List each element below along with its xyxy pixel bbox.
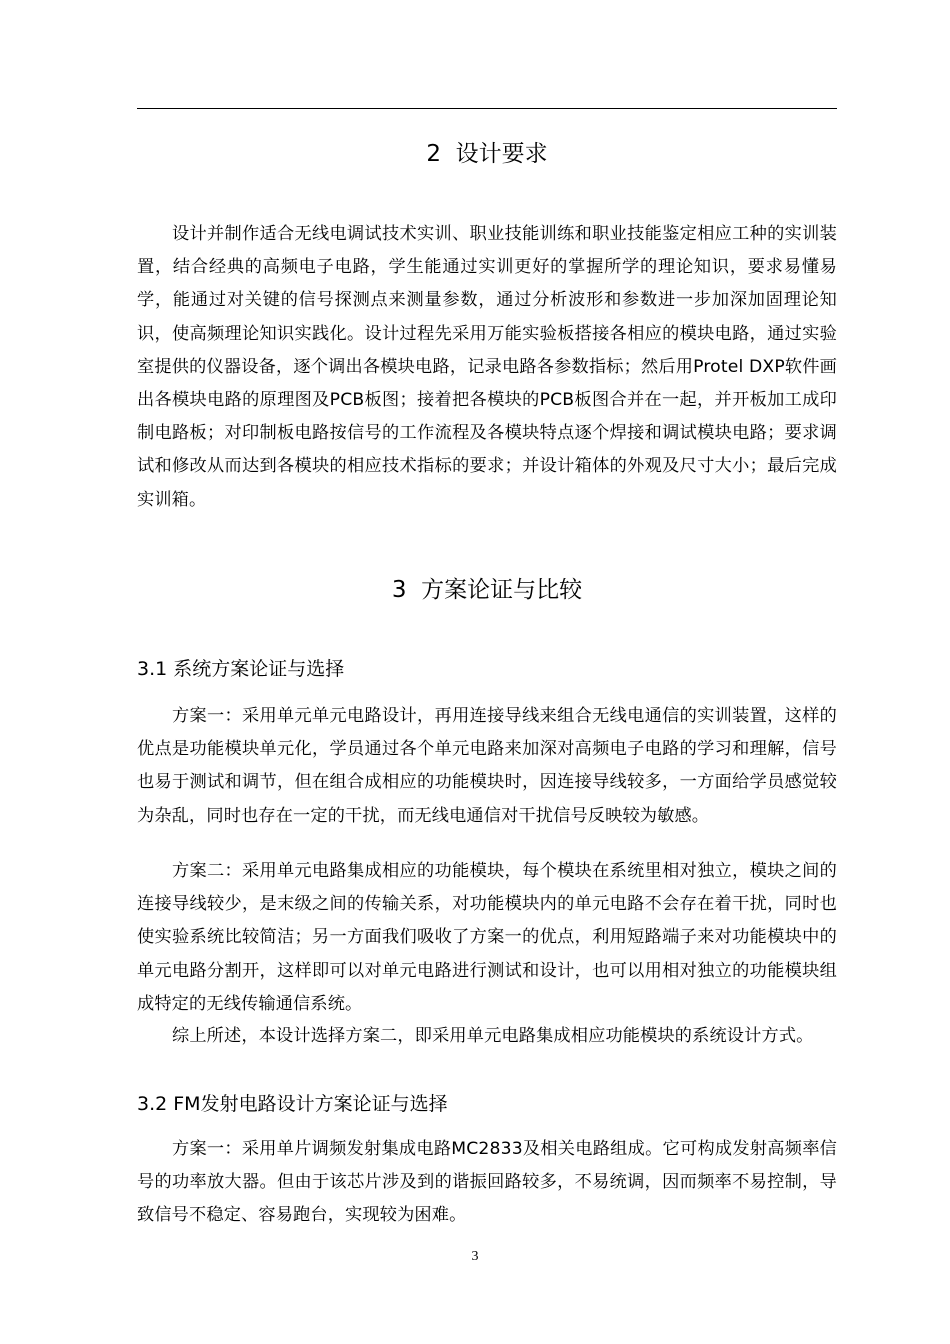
section-3-1-plan-2: 方案二：采用单元电路集成相应的功能模块，每个模块在系统里相对独立，模块之间的连接导线较少，是末级之间的传输关系，对功能模块内的单元电路不会存在着干扰，同时也使实验系统比较简洁；另一方面我们吸收了方案一的优点，利用短路端子来对功能模块中的单元电路分割开，这样即可以对单元电路进行测试和设计，也可以用相对独立的功能模块组成特定的无线传输通信系统。 xyxy=(137,861,837,1014)
header-rule xyxy=(137,108,837,109)
section-3-2-title: 3.2 FM发射电路设计方案论证与选择 xyxy=(137,1093,448,1115)
section-3-1-conclusion: 综上所述，本设计选择方案二，即采用单元电路集成相应功能模块的系统设计方式。 xyxy=(172,1026,814,1046)
chapter-2-title: 2 设计要求 xyxy=(426,141,548,167)
section-3-1-title: 3.1 系统方案论证与选择 xyxy=(137,658,345,680)
page-number: 3 xyxy=(471,1249,479,1264)
section-3-2-plan-1: 方案一：采用单片调频发射集成电路MC2833及相关电路组成。它可构成发射高频率信号的功率放大器。但由于该芯片涉及到的谐振回路较多，不易统调，因而频率不易控制，导致信号不稳定、容易跑台，实现较为困难。 xyxy=(137,1139,837,1226)
chapter-3-title: 3 方案论证与比较 xyxy=(391,577,583,603)
chapter-2-paragraph: 设计并制作适合无线电调试技术实训、职业技能训练和职业技能鉴定相应工种的实训装置，结合经典的高频电子电路，学生能通过实训更好的掌握所学的理论知识，要求易懂易学，能通过对关键的信号探测点来测量参数，通过分析波形和参数进一步加深加固理论知识，使高频理论知识实践化。设计过程先采用万能实验板搭接各相应的模块电路，通过实验室提供的仪器设备，逐个调出各模块电路，记录电路各参数指标；然后用Protel DXP软件画出各模块电路的原理图及PCB板图；接着把各模块的PCB板图合并在一起，并开板加工成印制电路板；对印制板电路按信号的工作流程及各模块特点逐个焊接和调试模块电路；要求调试和修改从而达到各模块的相应技术指标的要求；并设计箱体的外观及尺寸大小；最后完成实训箱。 xyxy=(137,224,837,510)
section-3-1-plan-1: 方案一：采用单元单元电路设计，再用连接导线来组合无线电通信的实训装置，这样的优点是功能模块单元化，学员通过各个单元电路来加深对高频电子电路的学习和理解，信号也易于测试和调节，但在组合成相应的功能模块时，因连接导线较多，一方面给学员感觉较为杂乱，同时也存在一定的干扰，而无线电通信对干扰信号反映较为敏感。 xyxy=(137,706,837,826)
